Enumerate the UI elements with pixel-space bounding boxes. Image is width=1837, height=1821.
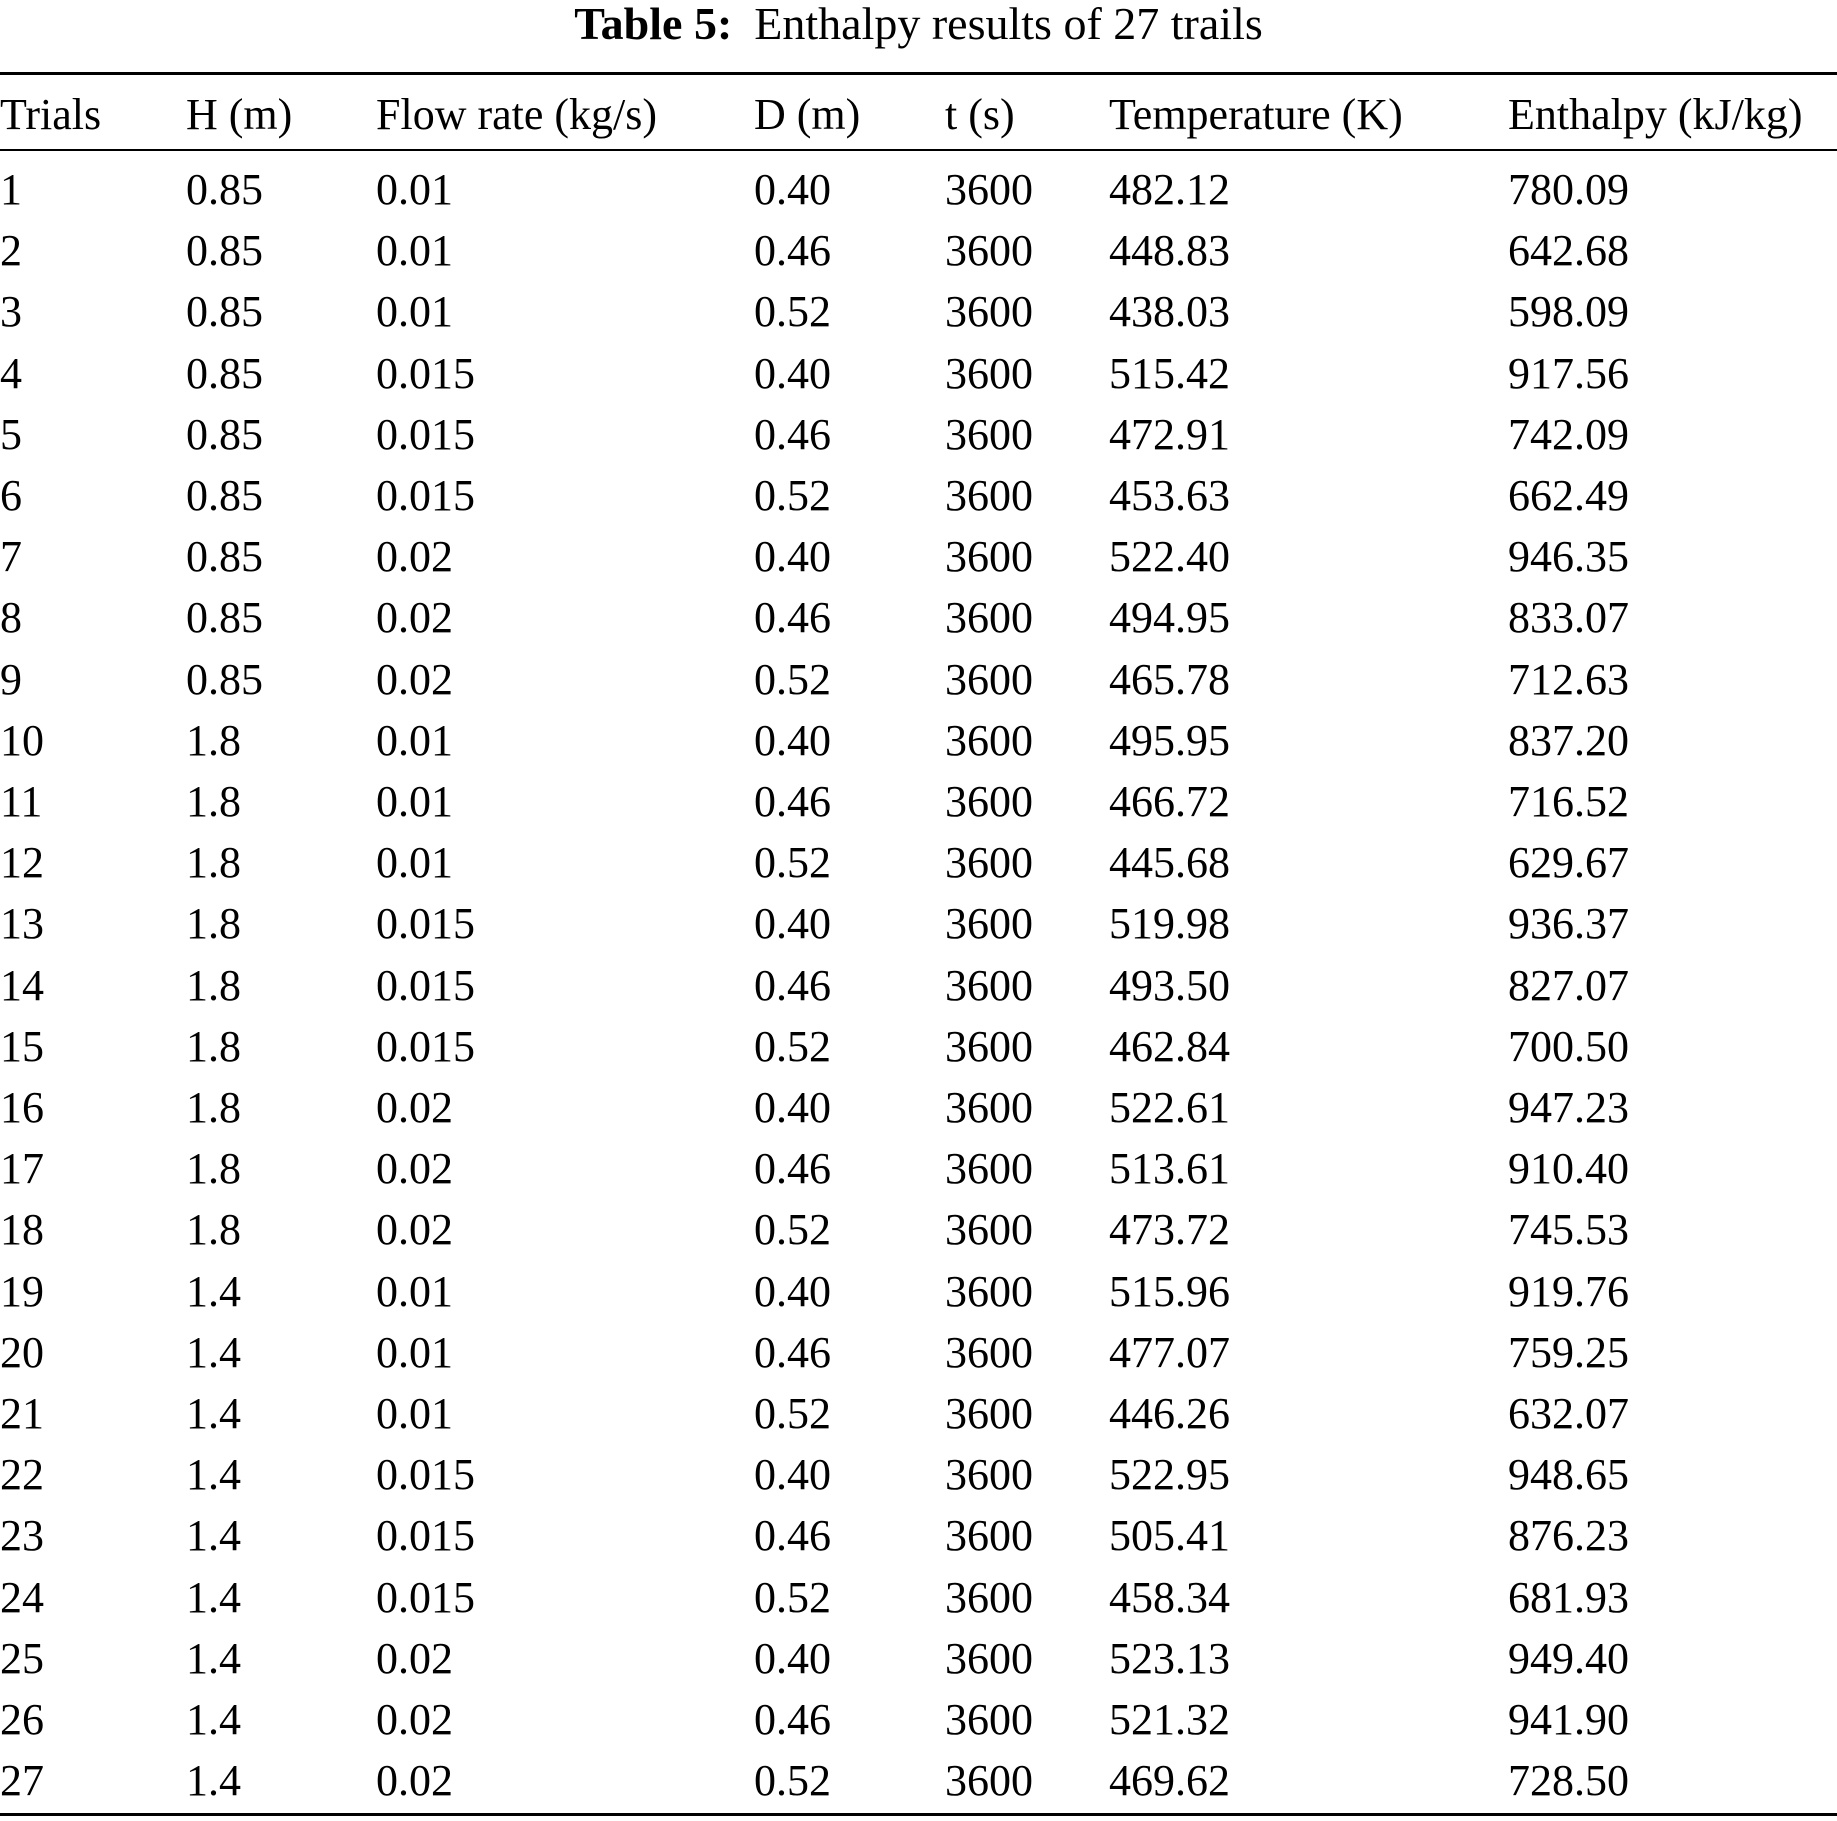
cell-enthalpy: 833.07 <box>1508 593 1629 643</box>
cell-enthalpy: 759.25 <box>1508 1327 1629 1377</box>
cell-flow-rate: 0.01 <box>376 226 453 276</box>
cell-flow-rate: 0.02 <box>376 1205 453 1255</box>
cell-enthalpy: 780.09 <box>1508 165 1629 214</box>
cell-trial: 15 <box>0 1021 44 1071</box>
cell-temperature: 438.03 <box>1109 287 1230 337</box>
table-row <box>0 343 1837 404</box>
table-row <box>0 1199 1837 1260</box>
cell-temperature: 495.95 <box>1109 715 1230 765</box>
cell-d: 0.40 <box>754 165 831 214</box>
column-header-d: D (m) <box>754 90 861 139</box>
cell-flow-rate: 0.015 <box>376 1021 475 1071</box>
cell-trial: 11 <box>0 777 43 827</box>
cell-flow-rate: 0.01 <box>376 1266 453 1316</box>
cell-enthalpy: 632.07 <box>1508 1389 1629 1439</box>
cell-d: 0.46 <box>754 226 831 276</box>
cell-enthalpy: 941.90 <box>1508 1695 1629 1745</box>
cell-flow-rate: 0.02 <box>376 1756 453 1806</box>
table-row <box>0 1444 1837 1505</box>
cell-trial: 10 <box>0 715 44 765</box>
cell-d: 0.46 <box>754 409 831 459</box>
cell-enthalpy: 742.09 <box>1508 409 1629 459</box>
cell-flow-rate: 0.015 <box>376 409 475 459</box>
cell-enthalpy: 917.56 <box>1508 348 1629 398</box>
table-caption-label: Table 5: <box>574 0 733 49</box>
table-row <box>0 281 1837 342</box>
cell-flow-rate: 0.015 <box>376 1450 475 1500</box>
cell-enthalpy: 919.76 <box>1508 1266 1629 1316</box>
cell-temperature: 519.98 <box>1109 899 1230 949</box>
cell-trial: 27 <box>0 1756 44 1806</box>
cell-h: 1.4 <box>186 1327 241 1377</box>
cell-d: 0.52 <box>754 1572 831 1622</box>
cell-h: 0.85 <box>186 287 263 337</box>
cell-temperature: 446.26 <box>1109 1389 1230 1439</box>
table-body <box>0 149 1837 1811</box>
cell-temperature: 477.07 <box>1109 1327 1230 1377</box>
table-row <box>0 1383 1837 1444</box>
table-row <box>0 1689 1837 1750</box>
cell-temperature: 469.62 <box>1109 1756 1230 1806</box>
cell-temperature: 445.68 <box>1109 838 1230 888</box>
cell-temperature: 458.34 <box>1109 1572 1230 1622</box>
cell-temperature: 482.12 <box>1109 165 1230 214</box>
cell-trial: 12 <box>0 838 44 888</box>
cell-d: 0.52 <box>754 1756 831 1806</box>
cell-trial: 18 <box>0 1205 44 1255</box>
cell-flow-rate: 0.01 <box>376 1389 453 1439</box>
cell-temperature: 515.96 <box>1109 1266 1230 1316</box>
cell-temperature: 521.32 <box>1109 1695 1230 1745</box>
cell-t: 3600 <box>945 226 1033 276</box>
cell-flow-rate: 0.01 <box>376 715 453 765</box>
table-row <box>0 1016 1837 1077</box>
cell-t: 3600 <box>945 593 1033 643</box>
cell-d: 0.46 <box>754 777 831 827</box>
cell-temperature: 494.95 <box>1109 593 1230 643</box>
cell-temperature: 522.61 <box>1109 1083 1230 1133</box>
table-row <box>0 1322 1837 1383</box>
cell-h: 1.4 <box>186 1450 241 1500</box>
cell-flow-rate: 0.015 <box>376 348 475 398</box>
cell-d: 0.46 <box>754 1511 831 1561</box>
cell-enthalpy: 745.53 <box>1508 1205 1629 1255</box>
cell-flow-rate: 0.01 <box>376 165 453 214</box>
cell-d: 0.52 <box>754 1389 831 1439</box>
cell-h: 1.4 <box>186 1756 241 1806</box>
cell-temperature: 515.42 <box>1109 348 1230 398</box>
cell-h: 1.4 <box>186 1511 241 1561</box>
column-header-h: H (m) <box>186 90 293 139</box>
table-row <box>0 587 1837 648</box>
cell-enthalpy: 876.23 <box>1508 1511 1629 1561</box>
table-row <box>0 893 1837 954</box>
cell-t: 3600 <box>945 287 1033 337</box>
table-row <box>0 710 1837 771</box>
cell-d: 0.52 <box>754 654 831 704</box>
cell-flow-rate: 0.01 <box>376 838 453 888</box>
cell-d: 0.40 <box>754 715 831 765</box>
cell-trial: 14 <box>0 960 44 1010</box>
cell-h: 1.8 <box>186 1205 241 1255</box>
cell-trial: 13 <box>0 899 44 949</box>
cell-temperature: 462.84 <box>1109 1021 1230 1071</box>
cell-trial: 9 <box>0 654 22 704</box>
cell-trial: 23 <box>0 1511 44 1561</box>
table-row <box>0 1567 1837 1628</box>
cell-trial: 5 <box>0 409 22 459</box>
table-row <box>0 220 1837 281</box>
cell-trial: 7 <box>0 532 22 582</box>
cell-d: 0.46 <box>754 960 831 1010</box>
cell-enthalpy: 947.23 <box>1508 1083 1629 1133</box>
cell-trial: 17 <box>0 1144 44 1194</box>
table-caption-text: Enthalpy results of 27 trails <box>754 0 1263 49</box>
cell-enthalpy: 728.50 <box>1508 1756 1629 1806</box>
cell-d: 0.40 <box>754 1266 831 1316</box>
cell-d: 0.46 <box>754 1144 831 1194</box>
cell-trial: 24 <box>0 1572 44 1622</box>
cell-t: 3600 <box>945 1756 1033 1806</box>
column-header-t: t (s) <box>945 90 1015 139</box>
cell-t: 3600 <box>945 532 1033 582</box>
cell-trial: 22 <box>0 1450 44 1500</box>
cell-trial: 3 <box>0 287 22 337</box>
cell-trial: 1 <box>0 165 22 214</box>
enthalpy-results-table <box>0 80 1837 1811</box>
cell-t: 3600 <box>945 777 1033 827</box>
cell-d: 0.52 <box>754 838 831 888</box>
cell-t: 3600 <box>945 1144 1033 1194</box>
cell-enthalpy: 948.65 <box>1508 1450 1629 1500</box>
cell-flow-rate: 0.01 <box>376 1327 453 1377</box>
cell-temperature: 505.41 <box>1109 1511 1230 1561</box>
cell-t: 3600 <box>945 1572 1033 1622</box>
cell-h: 0.85 <box>186 348 263 398</box>
cell-temperature: 466.72 <box>1109 777 1230 827</box>
cell-h: 1.8 <box>186 1144 241 1194</box>
cell-temperature: 513.61 <box>1109 1144 1230 1194</box>
cell-t: 3600 <box>945 960 1033 1010</box>
cell-d: 0.40 <box>754 532 831 582</box>
cell-temperature: 493.50 <box>1109 960 1230 1010</box>
table-row <box>0 771 1837 832</box>
cell-t: 3600 <box>945 1327 1033 1377</box>
cell-trial: 4 <box>0 348 22 398</box>
table-row <box>0 649 1837 710</box>
cell-h: 0.85 <box>186 409 263 459</box>
cell-t: 3600 <box>945 654 1033 704</box>
cell-d: 0.46 <box>754 1695 831 1745</box>
cell-flow-rate: 0.02 <box>376 1633 453 1683</box>
cell-trial: 26 <box>0 1695 44 1745</box>
cell-d: 0.46 <box>754 593 831 643</box>
cell-flow-rate: 0.02 <box>376 1144 453 1194</box>
cell-trial: 20 <box>0 1327 44 1377</box>
cell-d: 0.40 <box>754 899 831 949</box>
cell-flow-rate: 0.02 <box>376 593 453 643</box>
cell-t: 3600 <box>945 1021 1033 1071</box>
cell-h: 1.4 <box>186 1389 241 1439</box>
cell-enthalpy: 629.67 <box>1508 838 1629 888</box>
cell-enthalpy: 949.40 <box>1508 1633 1629 1683</box>
table-row <box>0 526 1837 587</box>
cell-temperature: 473.72 <box>1109 1205 1230 1255</box>
table-row <box>0 1261 1837 1322</box>
cell-temperature: 522.95 <box>1109 1450 1230 1500</box>
cell-trial: 8 <box>0 593 22 643</box>
cell-flow-rate: 0.02 <box>376 1695 453 1745</box>
cell-h: 1.4 <box>186 1266 241 1316</box>
table-row <box>0 465 1837 526</box>
cell-flow-rate: 0.015 <box>376 471 475 521</box>
cell-d: 0.46 <box>754 1327 831 1377</box>
cell-d: 0.40 <box>754 1083 831 1133</box>
cell-enthalpy: 598.09 <box>1508 287 1629 337</box>
column-header-trials: Trials <box>0 90 102 139</box>
cell-enthalpy: 700.50 <box>1508 1021 1629 1071</box>
cell-flow-rate: 0.01 <box>376 777 453 827</box>
cell-h: 1.4 <box>186 1695 241 1745</box>
cell-h: 1.8 <box>186 838 241 888</box>
cell-h: 0.85 <box>186 165 263 214</box>
cell-h: 1.8 <box>186 715 241 765</box>
cell-temperature: 465.78 <box>1109 654 1230 704</box>
cell-trial: 19 <box>0 1266 44 1316</box>
top-rule <box>0 72 1837 75</box>
cell-flow-rate: 0.015 <box>376 899 475 949</box>
cell-enthalpy: 946.35 <box>1508 532 1629 582</box>
cell-t: 3600 <box>945 1695 1033 1745</box>
cell-t: 3600 <box>945 409 1033 459</box>
table-row <box>0 404 1837 465</box>
cell-d: 0.40 <box>754 348 831 398</box>
cell-t: 3600 <box>945 1266 1033 1316</box>
cell-enthalpy: 827.07 <box>1508 960 1629 1010</box>
cell-trial: 25 <box>0 1633 44 1683</box>
cell-h: 1.8 <box>186 899 241 949</box>
cell-enthalpy: 642.68 <box>1508 226 1629 276</box>
cell-flow-rate: 0.015 <box>376 1572 475 1622</box>
bottom-rule <box>0 1813 1837 1816</box>
cell-t: 3600 <box>945 348 1033 398</box>
cell-flow-rate: 0.02 <box>376 532 453 582</box>
cell-d: 0.40 <box>754 1633 831 1683</box>
cell-h: 1.4 <box>186 1633 241 1683</box>
cell-t: 3600 <box>945 471 1033 521</box>
cell-flow-rate: 0.02 <box>376 654 453 704</box>
cell-trial: 21 <box>0 1389 44 1439</box>
cell-temperature: 523.13 <box>1109 1633 1230 1683</box>
cell-trial: 16 <box>0 1083 44 1133</box>
cell-temperature: 448.83 <box>1109 226 1230 276</box>
cell-h: 0.85 <box>186 532 263 582</box>
cell-t: 3600 <box>945 165 1033 214</box>
cell-h: 1.8 <box>186 777 241 827</box>
table-row <box>0 955 1837 1016</box>
cell-t: 3600 <box>945 715 1033 765</box>
cell-h: 1.8 <box>186 1021 241 1071</box>
cell-h: 1.8 <box>186 1083 241 1133</box>
cell-flow-rate: 0.015 <box>376 1511 475 1561</box>
cell-enthalpy: 712.63 <box>1508 654 1629 704</box>
cell-h: 0.85 <box>186 593 263 643</box>
cell-flow-rate: 0.015 <box>376 960 475 1010</box>
cell-t: 3600 <box>945 1205 1033 1255</box>
cell-t: 3600 <box>945 1511 1033 1561</box>
cell-trial: 2 <box>0 226 22 276</box>
cell-d: 0.52 <box>754 287 831 337</box>
cell-temperature: 522.40 <box>1109 532 1230 582</box>
column-header-temperature: Temperature (K) <box>1109 90 1403 139</box>
cell-d: 0.52 <box>754 1205 831 1255</box>
column-header-flow-rate: Flow rate (kg/s) <box>376 90 658 139</box>
cell-enthalpy: 910.40 <box>1508 1144 1629 1194</box>
cell-t: 3600 <box>945 1389 1033 1439</box>
cell-flow-rate: 0.02 <box>376 1083 453 1133</box>
cell-enthalpy: 716.52 <box>1508 777 1629 827</box>
table-header-row <box>0 80 1837 149</box>
cell-t: 3600 <box>945 838 1033 888</box>
cell-temperature: 453.63 <box>1109 471 1230 521</box>
cell-trial: 6 <box>0 471 22 521</box>
cell-d: 0.40 <box>754 1450 831 1500</box>
cell-enthalpy: 936.37 <box>1508 899 1629 949</box>
cell-flow-rate: 0.01 <box>376 287 453 337</box>
table-row <box>0 832 1837 893</box>
table-row <box>0 1628 1837 1689</box>
cell-h: 0.85 <box>186 226 263 276</box>
table-caption <box>0 0 1837 56</box>
cell-temperature: 472.91 <box>1109 409 1230 459</box>
cell-enthalpy: 662.49 <box>1508 471 1629 521</box>
table-row <box>0 1077 1837 1138</box>
cell-t: 3600 <box>945 1633 1033 1683</box>
cell-d: 0.52 <box>754 471 831 521</box>
cell-d: 0.52 <box>754 1021 831 1071</box>
table-row <box>0 149 1837 220</box>
cell-t: 3600 <box>945 1083 1033 1133</box>
cell-enthalpy: 681.93 <box>1508 1572 1629 1622</box>
cell-h: 1.8 <box>186 960 241 1010</box>
cell-t: 3600 <box>945 1450 1033 1500</box>
table-row <box>0 1505 1837 1566</box>
cell-h: 0.85 <box>186 471 263 521</box>
cell-enthalpy: 837.20 <box>1508 715 1629 765</box>
column-header-enthalpy: Enthalpy (kJ/kg) <box>1508 90 1803 139</box>
cell-t: 3600 <box>945 899 1033 949</box>
table-row <box>0 1138 1837 1199</box>
cell-h: 0.85 <box>186 654 263 704</box>
table-row <box>0 1750 1837 1811</box>
cell-h: 1.4 <box>186 1572 241 1622</box>
